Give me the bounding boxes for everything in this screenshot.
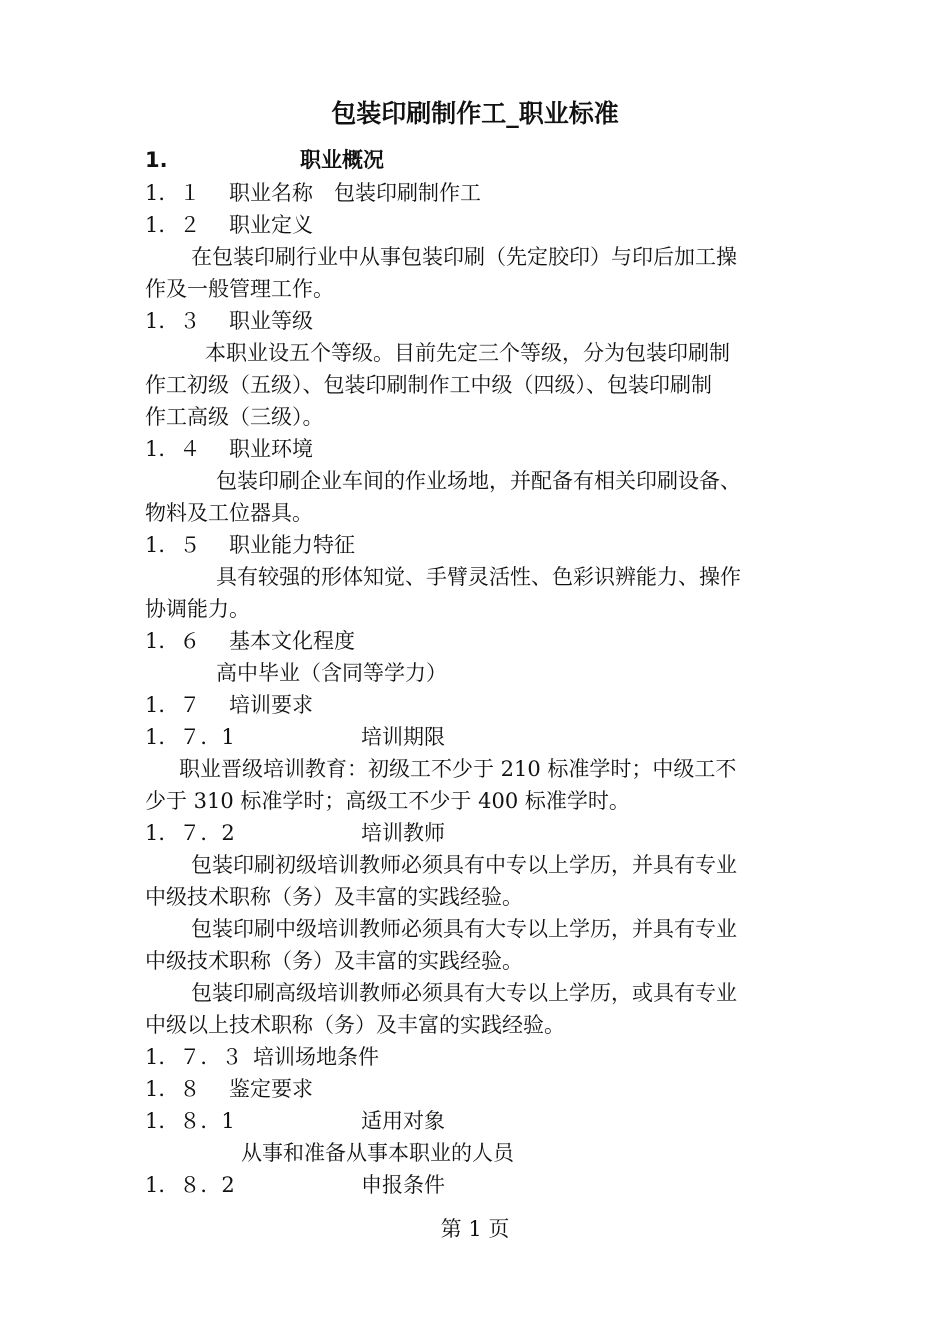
- body-line: 包装印刷企业车间的作业场地，并配备有相关印刷设备、: [216, 469, 741, 493]
- section-title: 职业概况: [300, 148, 384, 172]
- subsection-heading: [145, 626, 355, 656]
- body-line: 中级以上技术职称（务）及丰富的实践经验。: [145, 1013, 565, 1037]
- sub-subsection-heading: [145, 1106, 445, 1136]
- body-line: 本职业设五个等级。目前先定三个等级，分为包装印刷制: [205, 341, 730, 365]
- subsection-number: 1．６: [145, 629, 201, 653]
- body-line: 协调能力。: [145, 597, 250, 621]
- subsection-heading: [145, 690, 313, 720]
- sub-subsection-title: 培训教师: [361, 821, 445, 845]
- subsection-number: 1．２: [145, 213, 201, 237]
- subsection-title: 培训要求: [229, 693, 313, 717]
- body-line: 作工初级（五级）、包装印刷制作工中级（四级）、包装印刷制: [145, 373, 712, 397]
- subsection-heading: [145, 530, 355, 560]
- body-line: 从事和准备从事本职业的人员: [241, 1141, 514, 1165]
- sub-subsection-number: 1．８．1: [145, 1109, 235, 1133]
- body-line: 作工高级（三级）。: [145, 405, 324, 429]
- document-title: 包装印刷制作工_职业标准: [331, 99, 619, 128]
- subsection-title: 职业能力特征: [229, 533, 355, 557]
- subsection-number: 1．７: [145, 693, 201, 717]
- body-line: 中级技术职称（务）及丰富的实践经验。: [145, 885, 523, 909]
- sub-subsection-number: 1．８．2: [145, 1173, 235, 1197]
- subsection-number: 1．５: [145, 533, 201, 557]
- subsection-number: 1．４: [145, 437, 201, 461]
- subsection-title: 职业定义: [229, 213, 313, 237]
- subsection-number: 1．３: [145, 309, 201, 333]
- sub-subsection-heading: [145, 1170, 445, 1200]
- sub-subsection-number: 1．７．1: [145, 725, 235, 749]
- body-line: 包装印刷高级培训教师必须具有大专以上学历，或具有专业: [191, 981, 737, 1005]
- sub-subsection-heading: [145, 1042, 379, 1072]
- body-line: 在包装印刷行业中从事包装印刷（先定胶印）与印后加工操: [191, 245, 737, 269]
- body-line: 具有较强的形体知觉、手臂灵活性、色彩识辨能力、操作: [216, 565, 741, 589]
- subsection-heading: [145, 1074, 313, 1104]
- subsection-heading: [145, 210, 313, 240]
- sub-subsection-title: 适用对象: [361, 1109, 445, 1133]
- body-line: 包装印刷初级培训教师必须具有中专以上学历，并具有专业: [191, 853, 737, 877]
- subsection-number: 1．１: [145, 181, 201, 205]
- subsection-heading: [145, 434, 313, 464]
- sub-subsection-title: 培训场地条件: [253, 1045, 379, 1069]
- sub-subsection-title: 申报条件: [361, 1173, 445, 1197]
- body-line: 物料及工位器具。: [145, 501, 313, 525]
- body-line: 作及一般管理工作。: [145, 277, 334, 301]
- subsection-title: 鉴定要求: [229, 1077, 313, 1101]
- sub-subsection-heading: [145, 722, 445, 752]
- page-footer: 第 1 页: [440, 1217, 510, 1241]
- subsection-title: 职业环境: [229, 437, 313, 461]
- body-line: 中级技术职称（务）及丰富的实践经验。: [145, 949, 523, 973]
- sub-subsection-number: 1．７．2: [145, 821, 235, 845]
- subsection-title: 职业名称 包装印刷制作工: [229, 181, 481, 205]
- body-line: 高中毕业（含同等学力）: [216, 661, 447, 685]
- body-line: 职业晋级培训教育：初级工不少于 210 标准学时；中级工不: [179, 757, 737, 781]
- body-line: 包装印刷中级培训教师必须具有大专以上学历，并具有专业: [191, 917, 737, 941]
- subsection-title: 职业等级: [229, 309, 313, 333]
- subsection-title: 基本文化程度: [229, 629, 355, 653]
- sub-subsection-title: 培训期限: [361, 725, 445, 749]
- section-number: 1.: [145, 148, 168, 172]
- subsection-heading: [145, 178, 481, 208]
- subsection-heading: [145, 306, 313, 336]
- sub-subsection-number: 1．７．３: [145, 1045, 243, 1069]
- sub-subsection-heading: [145, 818, 445, 848]
- section-heading: [145, 145, 384, 175]
- body-line: 少于 310 标准学时；高级工不少于 400 标准学时。: [145, 789, 630, 813]
- subsection-number: 1．８: [145, 1077, 201, 1101]
